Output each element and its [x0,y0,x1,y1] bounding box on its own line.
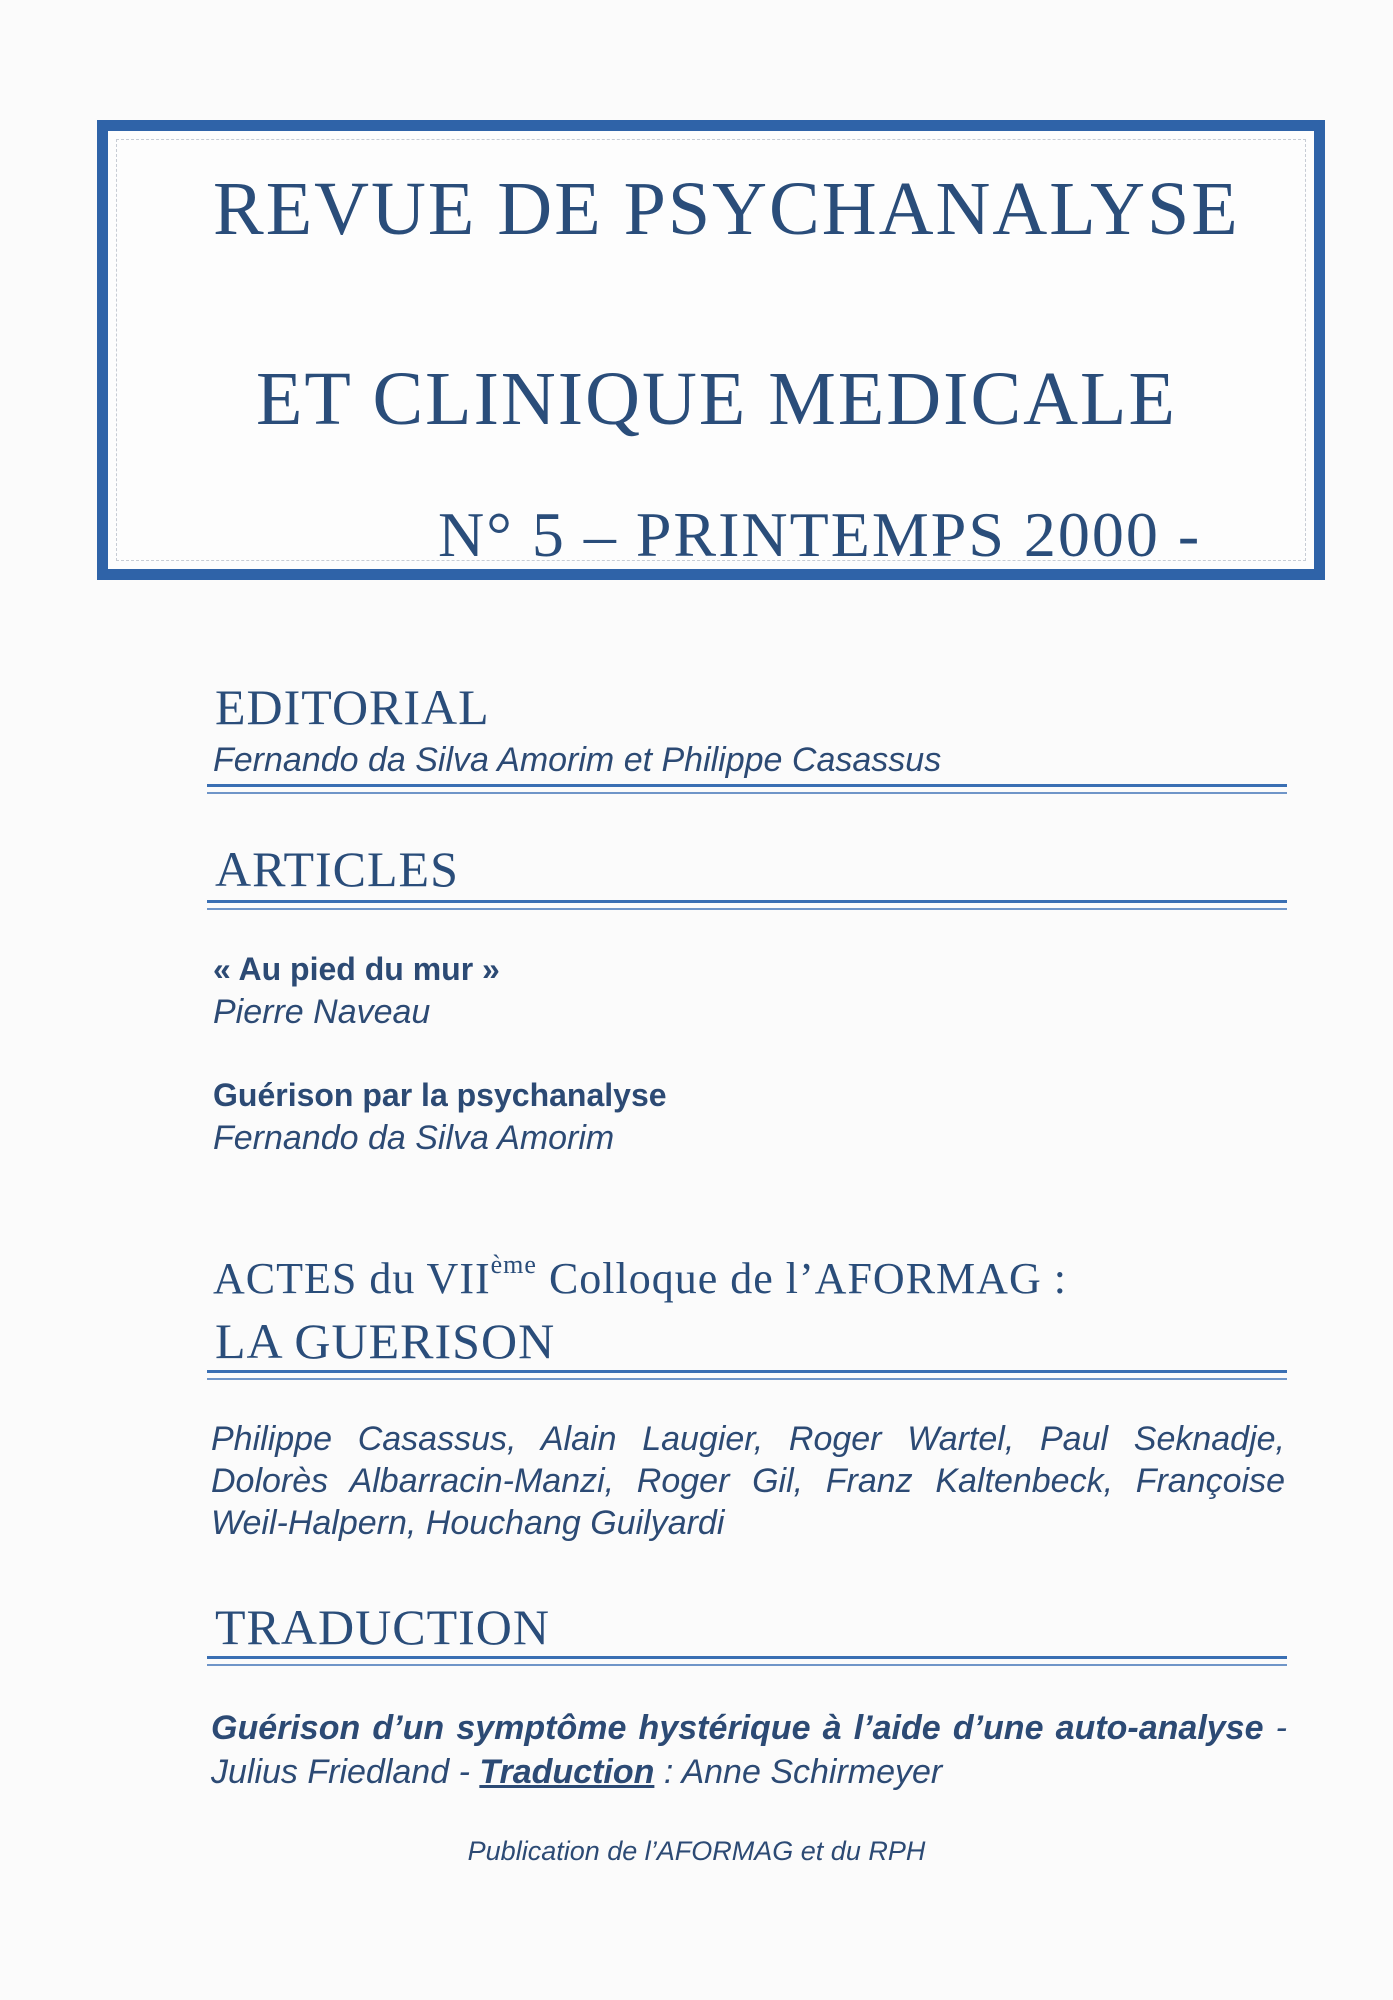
articles-rule [207,900,1287,910]
actes-heading [213,1252,1067,1301]
actes-title: LA GUERISON [215,1313,556,1369]
articles-heading: ARTICLES [215,841,459,897]
translation-title: Guérison d’un symptôme hystérique à l’aide d’une auto-analyse [211,1709,1264,1747]
translation-separator: - [1263,1709,1287,1747]
translator-name: : Anne Schirmeyer [654,1753,943,1791]
journal-title-line-2: ET CLINIQUE MEDICALE [256,357,1177,441]
translation-label: Traduction [479,1753,655,1791]
traduction-rule [207,1656,1287,1666]
actes-superscript: ème [490,1250,537,1279]
editorial-rule [207,784,1287,794]
editorial-authors: Fernando da Silva Amorim et Philippe Casassus [213,741,942,779]
issue-number: N° 5 – PRINTEMPS 2000 - [438,499,1202,570]
article-author: Fernando da Silva Amorim [213,1119,615,1157]
translation-entry [211,1706,1287,1794]
actes-suffix: Colloque de l’AFORMAG : [536,1254,1067,1303]
traduction-heading: TRADUCTION [215,1599,550,1655]
article-title: Guérison par la psychanalyse [213,1077,667,1113]
editorial-heading: EDITORIAL [215,679,490,735]
actes-contributors: Philippe Casassus, Alain Laugier, Roger Wartel, Paul Seknadje, Dolorès Albarracin-Manzi, Roger Gil, Franz Kaltenbeck, Françoise Weil-Halpern, Houchang Guilyardi [211,1420,1285,1542]
translation-separator: - [449,1753,480,1791]
journal-title-line-1: REVUE DE PSYCHANALYSE [213,167,1240,251]
title-box [97,120,1325,580]
article-title: « Au pied du mur » [213,951,500,987]
publication-footer: Publication de l’AFORMAG et du RPH [467,1836,926,1866]
translation-author: Julius Friedland [211,1753,450,1791]
article-author: Pierre Naveau [213,993,431,1031]
actes-rule [207,1370,1287,1380]
actes-prefix: ACTES du VII [213,1254,491,1303]
